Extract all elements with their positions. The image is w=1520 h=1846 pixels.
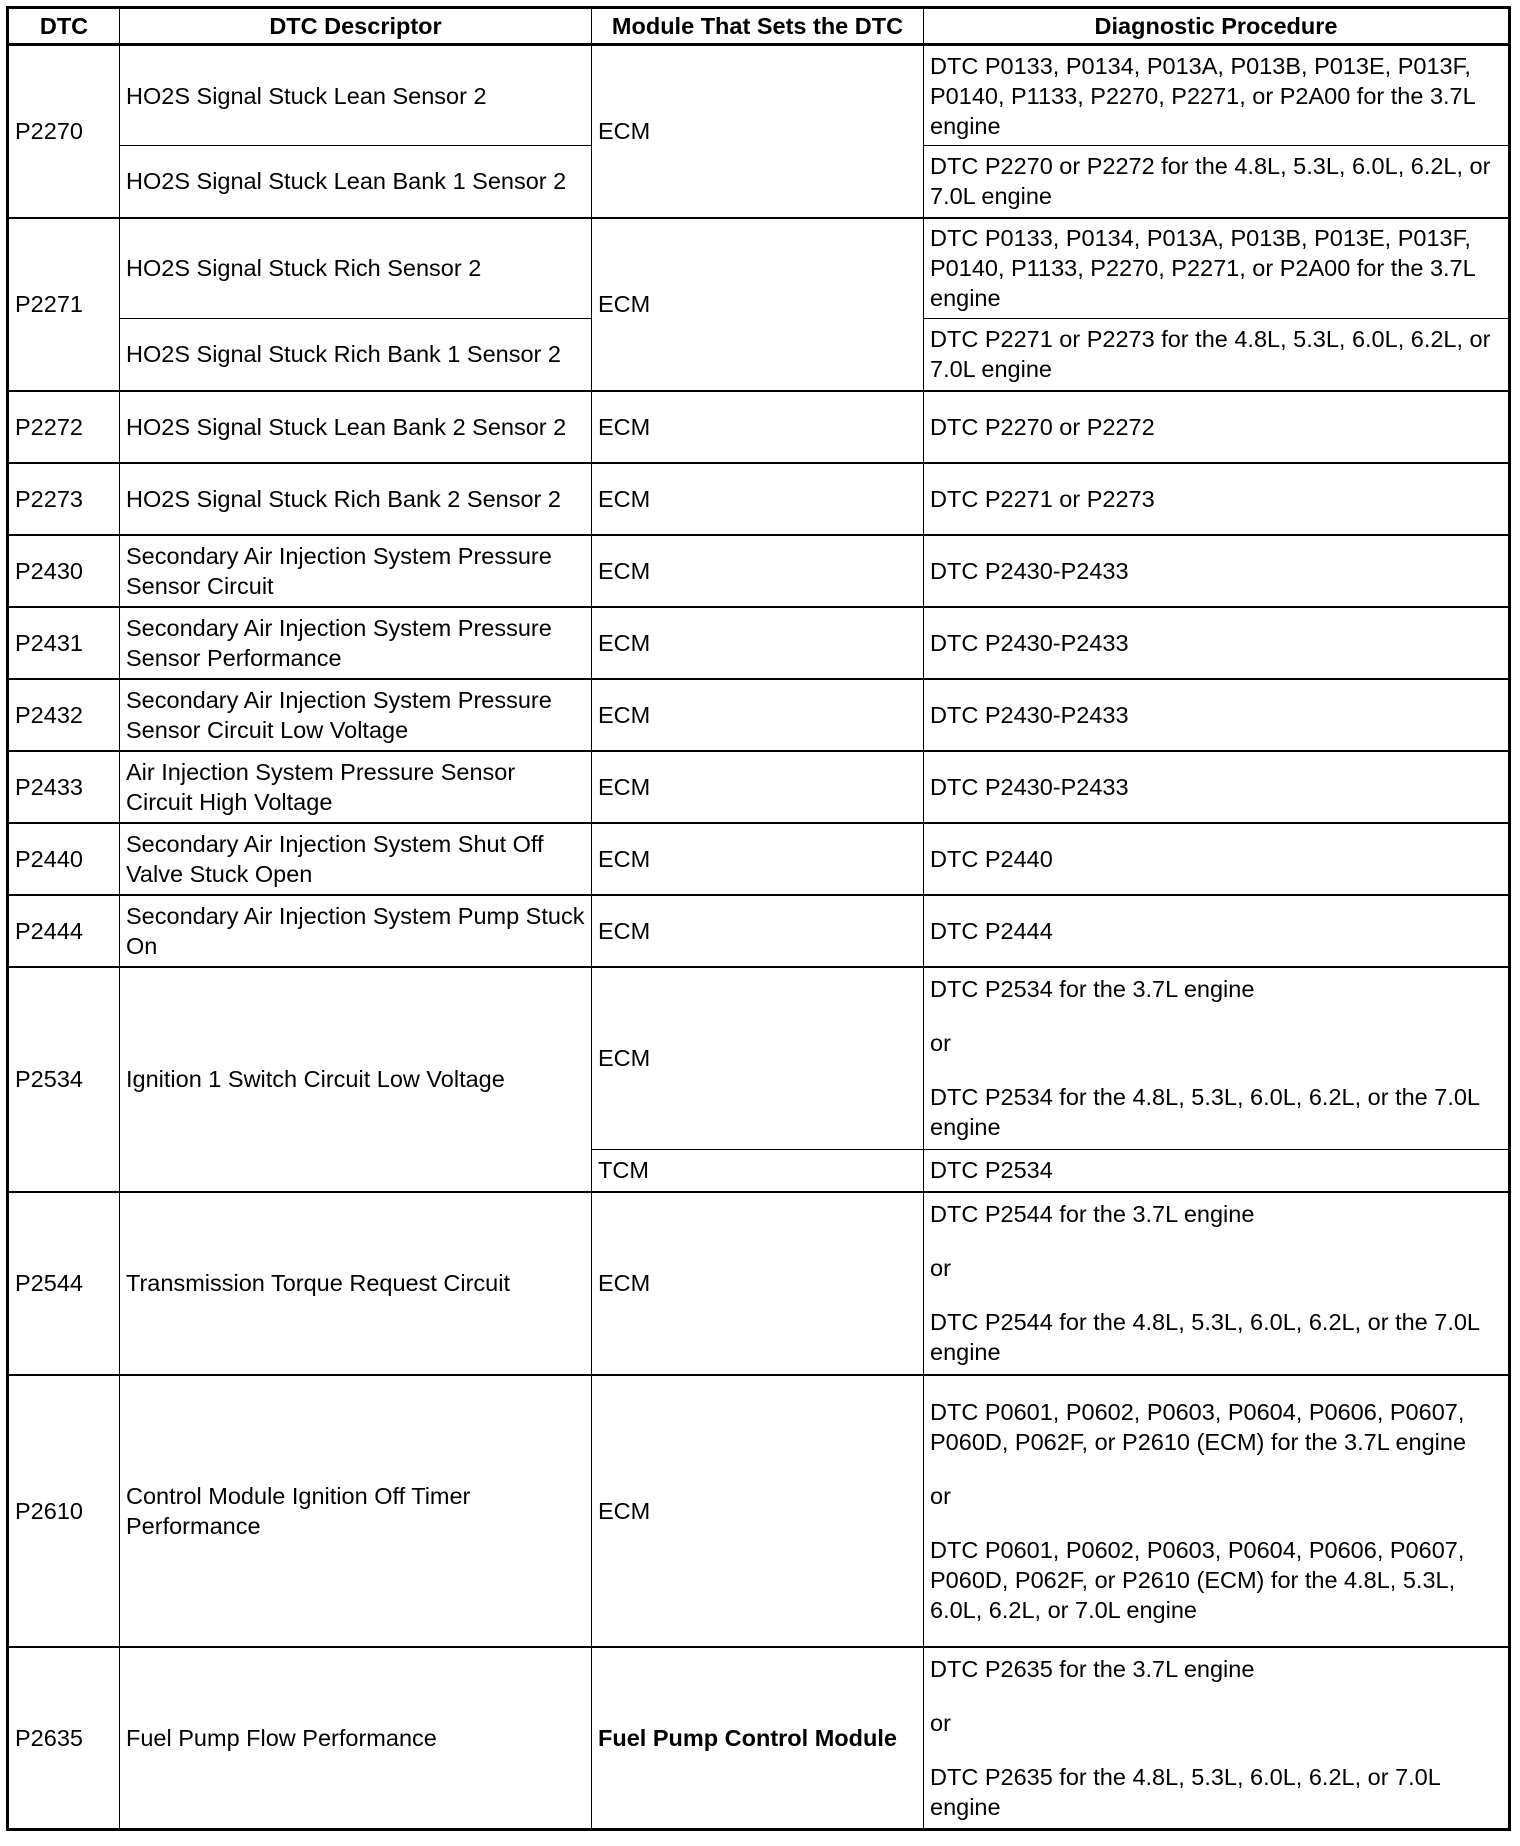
procedure-line: or (930, 1482, 951, 1509)
dtc-descriptor-cell: Fuel Pump Flow Performance (120, 1647, 592, 1830)
dtc-code-cell: P2272 (8, 391, 120, 463)
module-cell: ECM (592, 535, 924, 607)
dtc-code-cell: P2444 (8, 895, 120, 967)
table-row (8, 1647, 1510, 1830)
module-cell: ECM (592, 607, 924, 679)
diagnostic-procedure-cell (924, 535, 1510, 607)
dtc-code-cell: P2270 (8, 45, 120, 218)
dtc-code-cell: P2432 (8, 679, 120, 751)
diagnostic-procedure-cell (924, 967, 1510, 1150)
module-cell: ECM (592, 895, 924, 967)
procedure-line: DTC P2430-P2433 (930, 629, 1129, 656)
diagnostic-procedure-cell (924, 1150, 1510, 1192)
dtc-descriptor-cell: Transmission Torque Request Circuit (120, 1192, 592, 1375)
dtc-code-cell: P2433 (8, 751, 120, 823)
procedure-line: DTC P2271 or P2273 (930, 485, 1155, 512)
diagnostic-procedure-cell (924, 391, 1510, 463)
dtc-descriptor-cell: HO2S Signal Stuck Rich Sensor 2 (120, 218, 592, 319)
procedure-line: DTC P2270 or P2272 (930, 413, 1155, 440)
module-cell: ECM (592, 1375, 924, 1647)
procedure-line: DTC P2544 for the 3.7L engine (930, 1201, 1255, 1227)
header-descriptor: DTC Descriptor (120, 8, 592, 45)
dtc-descriptor-cell: HO2S Signal Stuck Rich Bank 1 Sensor 2 (120, 319, 592, 391)
diagnostic-procedure-cell (924, 45, 1510, 146)
dtc-descriptor-cell: Air Injection System Pressure Sensor Circuit High Voltage (120, 751, 592, 823)
dtc-descriptor-cell: Ignition 1 Switch Circuit Low Voltage (120, 967, 592, 1192)
module-cell: ECM (592, 679, 924, 751)
module-cell: ECM (592, 218, 924, 391)
header-row (8, 8, 1510, 45)
module-cell: ECM (592, 45, 924, 218)
diagnostic-procedure-cell (924, 1647, 1510, 1830)
header-module: Module That Sets the DTC (592, 8, 924, 45)
table-row (8, 751, 1510, 823)
dtc-code-cell: P2271 (8, 218, 120, 391)
table-row (8, 679, 1510, 751)
dtc-code-cell: P2534 (8, 967, 120, 1192)
table-row (8, 1192, 1510, 1375)
diagnostic-procedure-cell (924, 607, 1510, 679)
procedure-line: DTC P0601, P0602, P0603, P0604, P0606, P0607, P060D, P062F, or P2610 (ECM) for the 4.8L, 5.3L, 6.0L, 6.2L, or 7.0L engine (930, 1536, 1465, 1623)
diagnostic-procedure-cell (924, 463, 1510, 535)
procedure-line: DTC P2534 for the 3.7L engine (930, 976, 1255, 1003)
procedure-line: DTC P2430-P2433 (930, 701, 1129, 728)
procedure-line: DTC P2544 for the 4.8L, 5.3L, 6.0L, 6.2L, or the 7.0L engine (930, 1309, 1480, 1365)
table-body (8, 45, 1510, 1830)
dtc-code-cell: P2273 (8, 463, 120, 535)
table-row (8, 45, 1510, 146)
table-row (8, 895, 1510, 967)
table-row (8, 1375, 1510, 1647)
diagnostic-procedure-cell (924, 751, 1510, 823)
dtc-descriptor-cell: HO2S Signal Stuck Lean Sensor 2 (120, 45, 592, 146)
dtc-descriptor-cell: Secondary Air Injection System Pressure Sensor Circuit Low Voltage (120, 679, 592, 751)
dtc-code-cell: P2440 (8, 823, 120, 895)
dtc-code-cell: P2431 (8, 607, 120, 679)
diagnostic-procedure-cell (924, 1375, 1510, 1647)
diagnostic-procedure-cell (924, 823, 1510, 895)
module-cell: Fuel Pump Control Module (592, 1647, 924, 1830)
diagnostic-procedure-cell (924, 146, 1510, 218)
procedure-line: DTC P2635 for the 3.7L engine (930, 1655, 1255, 1682)
procedure-line: DTC P2440 (930, 845, 1053, 872)
procedure-line: DTC P0133, P0134, P013A, P013B, P013E, P013F, P0140, P1133, P2270, P2271, or P2A00 for the 3.7L engine (930, 52, 1475, 139)
dtc-descriptor-cell: Secondary Air Injection System Shut Off Valve Stuck Open (120, 823, 592, 895)
module-cell: ECM (592, 391, 924, 463)
dtc-descriptor-cell: Secondary Air Injection System Pressure Sensor Circuit (120, 535, 592, 607)
diagnostic-procedure-cell (924, 679, 1510, 751)
table-row (8, 391, 1510, 463)
module-cell: TCM (592, 1150, 924, 1192)
table-row (8, 967, 1510, 1150)
table-row (8, 535, 1510, 607)
dtc-code-cell: P2544 (8, 1192, 120, 1375)
dtc-descriptor-cell: Control Module Ignition Off Timer Performance (120, 1375, 592, 1647)
dtc-code-cell: P2430 (8, 535, 120, 607)
diagnostic-procedure-cell (924, 895, 1510, 967)
dtc-descriptor-cell: Secondary Air Injection System Pressure Sensor Performance (120, 607, 592, 679)
header-procedure: Diagnostic Procedure (924, 8, 1510, 45)
header-dtc: DTC (8, 8, 120, 45)
table-row (8, 823, 1510, 895)
dtc-descriptor-cell: Secondary Air Injection System Pump Stuck On (120, 895, 592, 967)
table-row (8, 463, 1510, 535)
procedure-line: DTC P2534 (930, 1157, 1053, 1184)
procedure-line: DTC P2270 or P2272 for the 4.8L, 5.3L, 6.0L, 6.2L, or 7.0L engine (930, 153, 1491, 210)
procedure-line: DTC P2444 (930, 917, 1053, 944)
procedure-line: DTC P2430-P2433 (930, 557, 1129, 584)
procedure-line: DTC P0133, P0134, P013A, P013B, P013E, P013F, P0140, P1133, P2270, P2271, or P2A00 for the 3.7L engine (930, 225, 1475, 312)
module-cell: ECM (592, 967, 924, 1150)
dtc-table (6, 6, 1511, 1831)
dtc-code-cell: P2635 (8, 1647, 120, 1830)
diagnostic-procedure-cell (924, 319, 1510, 391)
dtc-descriptor-cell: HO2S Signal Stuck Lean Bank 2 Sensor 2 (120, 391, 592, 463)
dtc-code-cell: P2610 (8, 1375, 120, 1647)
diagnostic-procedure-cell (924, 1192, 1510, 1375)
table-row (8, 218, 1510, 319)
procedure-line: or (930, 1255, 951, 1281)
procedure-line: DTC P0601, P0602, P0603, P0604, P0606, P0607, P060D, P062F, or P2610 (ECM) for the 3.7L engine (930, 1398, 1467, 1455)
module-cell: ECM (592, 751, 924, 823)
procedure-line: DTC P2635 for the 4.8L, 5.3L, 6.0L, 6.2L, or 7.0L engine (930, 1763, 1440, 1820)
procedure-line: DTC P2430-P2433 (930, 773, 1129, 800)
module-cell: ECM (592, 1192, 924, 1375)
diagnostic-procedure-cell (924, 218, 1510, 319)
procedure-line: DTC P2534 for the 4.8L, 5.3L, 6.0L, 6.2L, or the 7.0L engine (930, 1084, 1480, 1141)
procedure-line: or (930, 1030, 951, 1057)
procedure-line: or (930, 1709, 951, 1736)
procedure-line: DTC P2271 or P2273 for the 4.8L, 5.3L, 6.0L, 6.2L, or 7.0L engine (930, 326, 1491, 383)
dtc-descriptor-cell: HO2S Signal Stuck Rich Bank 2 Sensor 2 (120, 463, 592, 535)
table-row (8, 607, 1510, 679)
module-cell: ECM (592, 823, 924, 895)
module-cell: ECM (592, 463, 924, 535)
dtc-descriptor-cell: HO2S Signal Stuck Lean Bank 1 Sensor 2 (120, 146, 592, 218)
